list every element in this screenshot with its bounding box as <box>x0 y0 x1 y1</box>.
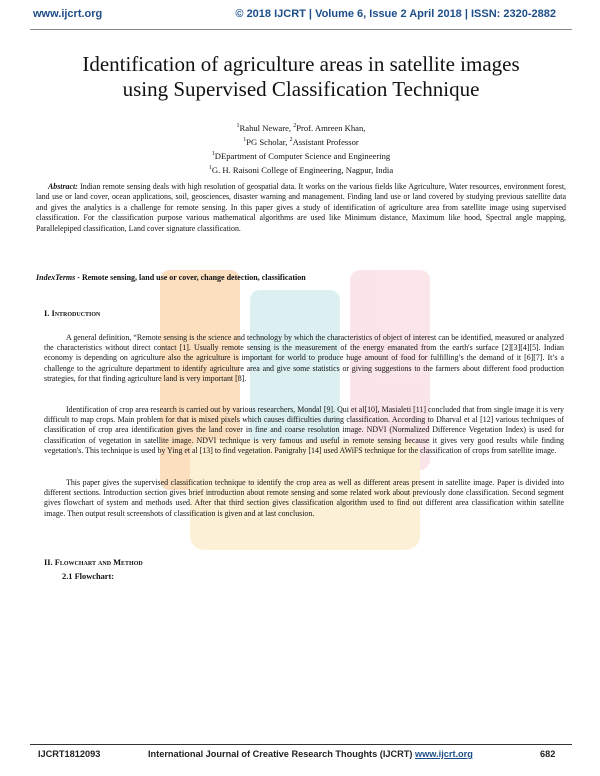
footer-divider <box>30 744 572 745</box>
section-heading-introduction: I. Introduction <box>44 309 101 318</box>
author-department: $^1$DEpartment of Computer Science and Engineering <box>211 150 391 161</box>
intro-paragraph-1: A general definition, “Remote sensing is the science and technology by which the characteristics of object of interest can be identified, measured or analyzed the characteristics without direct contact [1]. Usually remote sensing is the measurement of the energy emanated from the earth's surface [2][3][4][5]. Indian economy is depending on agriculture also the agriculture is important for world to produce huge amount of food for fulfilling’s the demand of it [6][7]. It’s a challenge to the agriculture department to identify agriculture area and give some statistics or giving suggestions to the farmers about different food production strategies, for that finding agriculture land is very important [8]. <box>44 333 564 383</box>
subsection-heading-flowchart: 2.1 Flowchart: <box>62 572 115 581</box>
journal-citation: © 2018 IJCRT | Volume 6, Issue 2 April 2018 | ISSN: 2320-2882 <box>235 8 556 20</box>
footer-page-number: 682 <box>540 749 556 759</box>
abstract-text: Indian remote sensing deals with high resolution of geospatial data. It works on the various fields like Agriculture, Water resources, environment forest, land use or land cover, ocean applications, soil, geosciences, disaster warning and management. Finding land use or land covered by studying previous satellite data and gives the analytics is a challenge for remote sensing. In this paper gives a study of identification of agriculture area from satellite image using supervised classification. For the classification purpose various mathematical algorithms are used like Minimum distance, Maximum like hood, Spectral angle mapping, Parallelepiped classification, Land cover signature classification. <box>36 182 566 233</box>
title-line-1: Identification of agriculture areas in satellite images <box>82 52 520 76</box>
author-block <box>30 120 572 175</box>
author-roles: $^1$PG Scholar, $^2$Assistant Professor <box>243 136 359 147</box>
page-header <box>0 0 600 40</box>
header-divider <box>30 29 572 30</box>
intro-paragraph-3: This paper gives the supervised classification technique to identify the crop area as well as different areas present in satellite image. Paper is divided into different sections. Introduction section gives brief introduction about remote sensing and some related work about previously done classification. Second segment gives flowchart of system and methods used. After that third section gives classification algorithm used to find out different area classification within satellite image. Then output result screenshots of classification is given and at last conclusion. <box>44 478 564 518</box>
site-link[interactable]: www.ijcrt.org <box>33 8 103 20</box>
paper-title <box>30 52 572 102</box>
section-heading-flowchart: II. Flowchart and Method <box>44 558 143 567</box>
intro-paragraph-2: Identification of crop area research is carried out by various researchers, Mondal [9]. Qui et al[10], Masialeti [11] concluded that from single image it is very difficult to map crops. Main problem for that is mixed pixels which causes difficulties during classification. According to Dharval et al [12] various techniques of classification of crop area identification gives the land cover in fine and coarse resolution image. NDVI (Normalized Difference Vegetation Index) is used for classification of vegetation in satellite image. NDVI technique is very famous and useful in remote sensing because it gives very good results while finding vegetation's. This technique is used by Ying et al [13] to find vegetation. Panigrahy [14] used AWiFS technique for the classification of crops from satellite image. <box>44 405 564 455</box>
footer-url-link[interactable]: www.ijcrt.org <box>415 749 473 759</box>
author-names: $^1$Rahul Neware, $^2$Prof. Amreen Khan, <box>236 122 366 133</box>
index-terms <box>36 272 566 283</box>
index-terms-text: Remote sensing, land use or cover, change detection, classification <box>79 273 306 282</box>
index-terms-label: IndexTerms - <box>36 273 80 282</box>
title-line-2: using Supervised Classification Technique <box>122 77 480 101</box>
abstract <box>36 182 566 234</box>
footer-paper-id: IJCRT1812093 <box>38 749 101 759</box>
abstract-label: Abstract: <box>48 182 78 191</box>
author-affiliation: $^1$G. H. Raisoni College of Engineering, Nagpur, India <box>208 164 394 175</box>
footer-journal: International Journal of Creative Research Thoughts (IJCRT) www.ijcrt.org <box>148 749 473 759</box>
